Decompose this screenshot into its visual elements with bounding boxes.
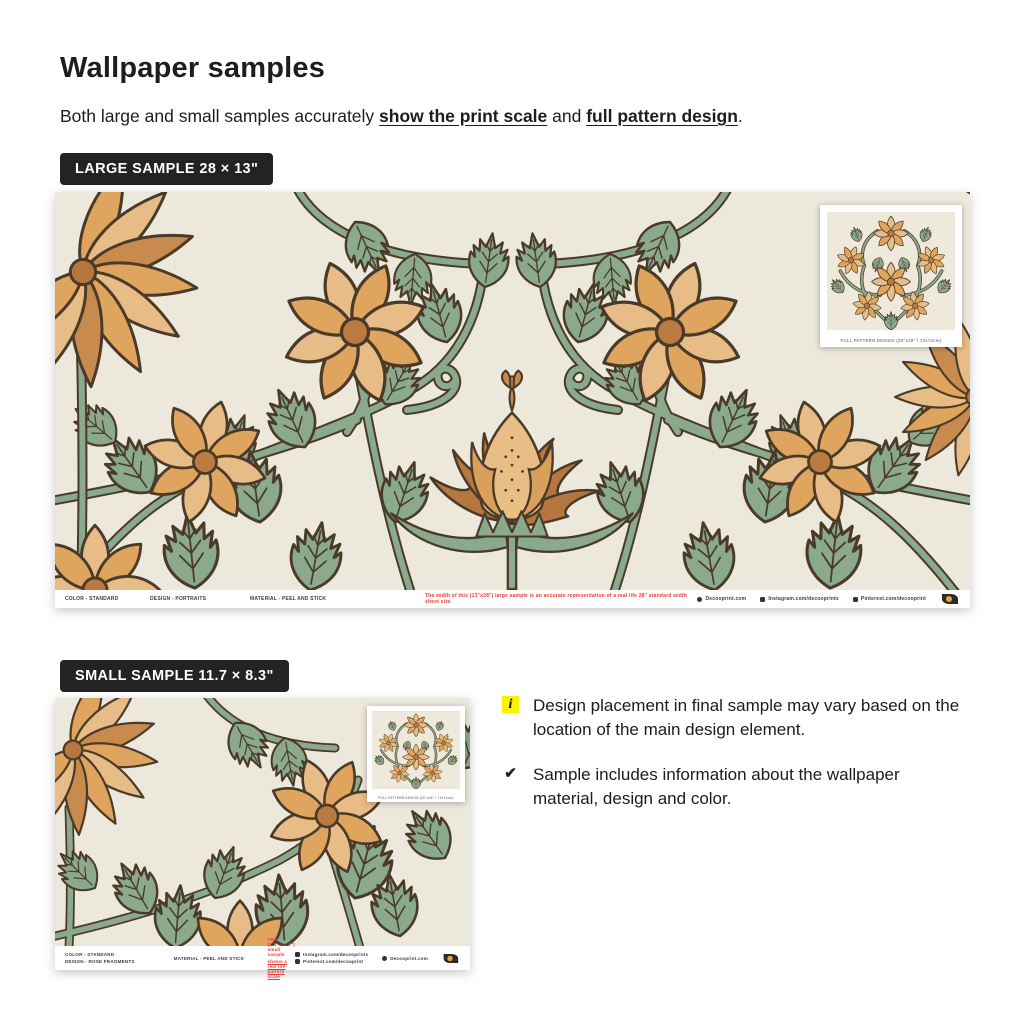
footer-website (697, 596, 746, 602)
note-text: Design placement in final sample may vary based on the location of the main design element. (533, 696, 960, 740)
footer-pinterest (853, 596, 926, 602)
large-sample-card (55, 192, 970, 608)
footer-color: COLOR - STANDARD (65, 952, 115, 957)
note-text: Sample includes information about the wallpaper material, design and color. (533, 765, 900, 809)
footer-website (382, 956, 428, 961)
footer-color: COLOR - STANDARD (65, 596, 119, 602)
page-subtitle (60, 106, 743, 127)
footer-social-stack (295, 952, 368, 964)
instagram-icon (295, 952, 300, 957)
subtitle-text-mid: and (547, 106, 587, 126)
footer-design: DESIGN - PORTRAITS (150, 596, 207, 602)
instagram-text: Instagram.com/decooprints (768, 596, 839, 602)
footer-instagram (760, 596, 839, 602)
note-item-placement (502, 694, 964, 742)
subtitle-emph-print-scale: show the print scale (379, 106, 548, 126)
subtitle-emph-pattern-design: full pattern design (586, 106, 738, 126)
pinterest-icon (295, 959, 300, 964)
note-item-info (502, 763, 964, 811)
check-icon: ✔ (504, 765, 517, 783)
website-text: Decooprint.com (705, 596, 747, 602)
footer-note (268, 937, 295, 979)
globe-icon (697, 597, 702, 602)
full-pattern-inset-large (820, 205, 962, 347)
footer-material: MATERIAL - PEEL AND STICK (173, 955, 245, 961)
full-pattern-thumbnail-small (372, 711, 460, 789)
instagram-text: Instagram.com/decooprints (302, 952, 369, 957)
footer-note: The width of this (13"x28") large sample is an accurate representation of a real life 28" standard width sheet size (425, 593, 688, 605)
website-text: Decooprint.com (390, 955, 428, 961)
large-sample-footer (55, 590, 970, 608)
subtitle-text: Both large and small samples accurately (60, 106, 380, 126)
footer-pinterest (295, 959, 368, 964)
footer-design: DESIGN - ROSE FRAGMENTS (65, 959, 135, 964)
large-sample-badge: LARGE SAMPLE 28 × 13" (60, 153, 273, 185)
footer-material: MATERIAL - PEEL AND STICK (250, 596, 327, 602)
inset-caption-small: FULL PATTERN DESIGN (28"x28" / 72x72cm) (378, 796, 454, 800)
globe-icon (382, 956, 387, 961)
pinterest-icon (853, 597, 858, 602)
notes-list (502, 694, 964, 833)
full-pattern-thumbnail (827, 212, 955, 330)
small-sample-footer (55, 937, 470, 979)
note-line2: shows a real life pattern scale (267, 959, 288, 979)
inset-caption: FULL PATTERN DESIGN (28"x28" / 72x72cm) (840, 338, 942, 343)
footer-instagram (295, 952, 368, 957)
pinterest-text: Pinterest.com/decooprint (302, 959, 364, 964)
instagram-icon (760, 597, 765, 602)
decooprint-logo (938, 593, 960, 605)
subtitle-text-end: . (737, 106, 743, 126)
pinterest-text: Pinterest.com/decooprint (860, 596, 926, 602)
decooprint-logo (440, 953, 460, 964)
small-sample-card (55, 698, 470, 979)
footer-meta-stack (65, 952, 174, 964)
note-line1: This (8.3"x11.7") small sample (267, 937, 295, 957)
small-sample-badge: SMALL SAMPLE 11.7 × 8.3" (60, 660, 289, 692)
page-title: Wallpaper samples (60, 52, 326, 84)
full-pattern-inset-small (367, 706, 465, 802)
info-icon: i (502, 696, 519, 713)
